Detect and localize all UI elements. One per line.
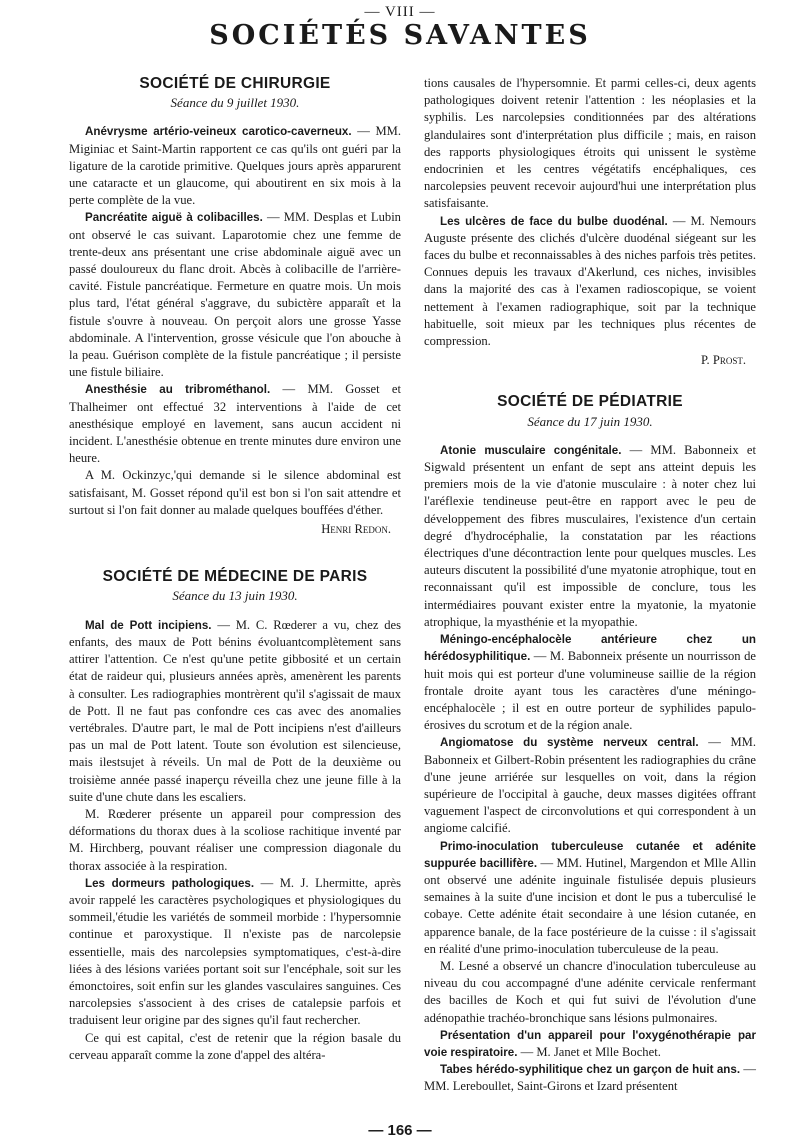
paragraph: Angiomatose du système nerveux central. — MM. Babonneix et Gilbert-Robin présentent les radiographies du crâne d'une jeune arriérée sur lesquelles on voit, dans la région supérieure de l'occipital à gauche, deux masses digitées offrant vaguement l'aspect de circonvolutions et qui correspondent à un angiome calcifié. [424, 735, 756, 836]
paragraph: Les ulcères de face du bulbe duodénal. — M. Nemours Auguste présente des clichés d'ulcère duodénal siégeant sur les faces du bulbe et reconnaissables à des niches parfois très petites. Connues depuis les travaux d'Akerlund, ces niches, invisibles dans la majorité des cas à l'examen radioscopique, se voient nettement à l'examen radiographique, soit par la technique habituelle, soit mieux par les techniques plus récentes de compression. [424, 213, 756, 349]
paragraph-heading: Présentation d'un appareil pour l'oxygénothérapie par voie respiratoire. [424, 1028, 756, 1059]
signature: Henri Redon. [321, 522, 391, 537]
paragraph: Mal de Pott incipiens. — M. C. Rœderer a vu, chez des enfants, des maux de Pott bénins évoluantcomplètement sans attirer l'attention. Ce n'est qu'une petite gibbosité et un certain état de raideur qui, plusieurs années après, amenèrent les parents à consulter. Les radiographies montrèrent qu'il s'agissait de maux de Pott. Il ne faut pas confondre ces cas avec des anomalies vertébrales. D'autre part, le mal de Pott incipiens n'est d'ailleurs pas un mal de Pott latent. Toute son évolution est silencieuse, mais ilestsujet à réveils. Un mal de Pott de la deuxième ou troisième année passé inaperçu réveilla chez une jeune fille à la suite d'une chute dans les escaliers. [69, 617, 401, 804]
page-title: SOCIÉTÉS SAVANTES [209, 20, 591, 51]
paragraph: Primo-inoculation tuberculeuse cutanée et adénite suppurée bacillifère. — MM. Hutinel, Margendon et Mlle Allin ont observé une adénite inguinale fistulisée depuis plusieurs semaines à la suite d'une incision et dont le pus a tuberculisé le cobaye. Cette adénite était secondaire à une lésion cutanée, en apparence banale, de la face postérieure de la cuisse : il s'agissait en réalité d'une primo-inoculation tuberculeuse de la peau. [424, 839, 756, 956]
paragraph: M. Lesné a observé un chancre d'inoculation tuberculeuse au niveau du cou accompagné d'une adénite cervicale renfermant des bacilles de Koch et qui fut suivi de l'évolution d'une adénopathie trachéo-bronchique sans lésions pulmonaires. [424, 958, 756, 1025]
right-column [424, 75, 756, 1096]
left-column [69, 75, 401, 1064]
paragraph: Anévrysme artério-veineux carotico-caverneux. — MM. Miginiac et Saint-Martin rapportent ce cas qu'ils ont guéri par la ligature de la carotide primitive. Quelques jours après apparurent une cataracte et un glaucome, qui aboutirent en six mois à la perte complète de la vue. [69, 124, 401, 208]
session-date: Séance du 9 juillet 1930. [170, 95, 300, 111]
paragraph-heading: Pancréatite aiguë à colibacilles. [85, 211, 263, 225]
paragraph: Présentation d'un appareil pour l'oxygénothérapie par voie respiratoire. — M. Janet et Mlle Bochet. [424, 1028, 756, 1059]
paragraph-heading: Anévrysme artério-veineux carotico-caverneux. [85, 125, 352, 139]
paragraph: Pancréatite aiguë à colibacilles. — MM. Desplas et Lubin ont observé le cas suivant. Laparotomie chez une femme de trente-deux ans présentant une crise abdominale aiguë avec un passé douloureux du flanc droit. Abcès à colibacille de l'arrière-cavité. Fistule pancréatique. Fermeture en quatre mois. Un mois plus tard, l'état général s'aggrave, du subictère apparaît et la fistule s'ouvre à nouveau. On perçoit alors une grosse Yasse abdominale. A l'intervention, grosse vésicule que l'on abouche à la peau. Guérison complète de la fistule pancréatique ; il persiste une fistule biliaire. [69, 210, 401, 380]
paragraph-heading: Les ulcères de face du bulbe duodénal. [440, 214, 668, 228]
paragraph: Méningo-encéphalocèle antérieure chez un hérédosyphilitique. — M. Babonneix présente un nourrisson de huit mois qui est porteur d'une volumineuse saillie de la région frontale droite ayant tous les caractères d'une méningo-encéphalocèle ; il est en outre porteur de syphilides papulo-érosives du scrotum et de la région anale. [424, 633, 756, 733]
paragraph: Anesthésie au tribrométhanol. — MM. Gosset et Thalheimer ont effectué 32 interventions à l'aide de cet anesthésique employé en lavement, sans aucun accident ni incident. L'anesthésie obtenue en trente minutes dure environ une heure. [69, 382, 401, 466]
paragraph-heading: Tabes hérédo-syphilitique chez un garçon de huit ans. [440, 1063, 741, 1077]
paragraph: Les dormeurs pathologiques. — M. J. Lhermitte, après avoir rappelé les caractères psychologiques et physiologiques du sommeil,'étudie les variétés de sommeil morbide : l'hypersomnie continue et paroxystique. Il n'existe pas de narcolepsie essentielle, mais des narcolepsies symptomatiques, c'est-à-dire liées à des lésions variées portant soit sur l'encéphale, soit sur les émonctoires, soit enfin sur les glandes vasculaires sanguines. Ces narcolepsies s'associent à des crises de catalepsie parfois et traduisent leur origine par des signes qu'il faut rechercher. [69, 875, 402, 1028]
section-title-medecine: SOCIÉTÉ DE MÉDECINE DE PARIS [102, 568, 368, 586]
paragraph-heading: Primo-inoculation tuberculeuse cutanée et adénite suppurée bacillifère. [424, 839, 756, 870]
paragraph: M. Rœderer présente un appareil pour compression des déformations du thorax dues à la scoliose rachitique inventé par M. Hirchberg, pouvant réaliser une compression diagonale du thorax associée à la respiration. [69, 806, 401, 873]
section-title-pediatrie: SOCIÉTÉ DE PÉDIATRIE [497, 393, 683, 411]
paragraph-heading: Anesthésie au tribrométhanol. [85, 383, 271, 397]
paragraph: A M. Ockinzyc,'qui demande si le silence abdominal est satisfaisant, M. Gosset répond qu'il est bon si l'on sait attendre et surtout si l'on fait donner au malade quelques bouffées d'éther. [69, 468, 401, 517]
paragraph-heading: Les dormeurs pathologiques. [85, 876, 255, 890]
paragraph: Ce qui est capital, c'est de retenir que la région basale du cerveau apparaît comme la zone d'appel des altéra- [69, 1030, 401, 1062]
paragraph-heading: Méningo-encéphalocèle antérieure chez un hérédosyphilitique. [424, 633, 756, 664]
paragraph-heading: Atonie musculaire congénitale. [440, 443, 622, 457]
paragraph: Atonie musculaire congénitale. — MM. Babonneix et Sigwald présentent un enfant de sept ans atteint depuis les premiers mois de la vie d'atonie musculaire : à noter chez lui l'aréflexie tendineuse peut-être en rapport avec le peu de développement des fibres musculaires, l'existence d'un certain degré d'hydrocéphalie, la constatation par les réactions électriques d'une décontraction lente pour quelques muscles. Les auteurs discutent la possibilité d'une myatonie atrophique, tout en reconnaissant qu'il est impossible de conclure, tous les intermédiaires pouvant exister entre la myatonie, la myatonie atrophique, la myasthénie et la myopathie. [424, 442, 756, 629]
section-title-chirurgie: SOCIÉTÉ DE CHIRURGIE [139, 75, 331, 92]
paragraph-heading: Mal de Pott incipiens. [85, 618, 212, 632]
signature: P. Prost. [700, 353, 746, 368]
page-roman-numeral: — VIII — [364, 4, 436, 20]
page-number: — 166 — [368, 1122, 432, 1139]
paragraph: tions causales de l'hypersomnie. Et parmi celles-ci, deux agents pathologiques doivent retenir l'attention : les néoplasies et la syphilis. Les narcolepsies conditionnées par des altérations glandulaires sont d'interprétation plus difficile ; mais, en raison des rapports physiologiques étroits qui unissent le système endocrinien et les centres végétatifs encéphaliques, ces narcolepsies peuvent recevoir aujourd'hui une interprétation plus satisfaisante. [424, 76, 756, 211]
session-date: Séance du 17 juin 1930. [527, 413, 653, 429]
paragraph-heading: Angiomatose du système nerveux central. [440, 736, 699, 750]
session-date: Séance du 13 juin 1930. [172, 588, 298, 604]
paragraph: Tabes hérédo-syphilitique chez un garçon de huit ans. — MM. Lereboullet, Saint-Girons et Izard présentent [424, 1062, 756, 1094]
